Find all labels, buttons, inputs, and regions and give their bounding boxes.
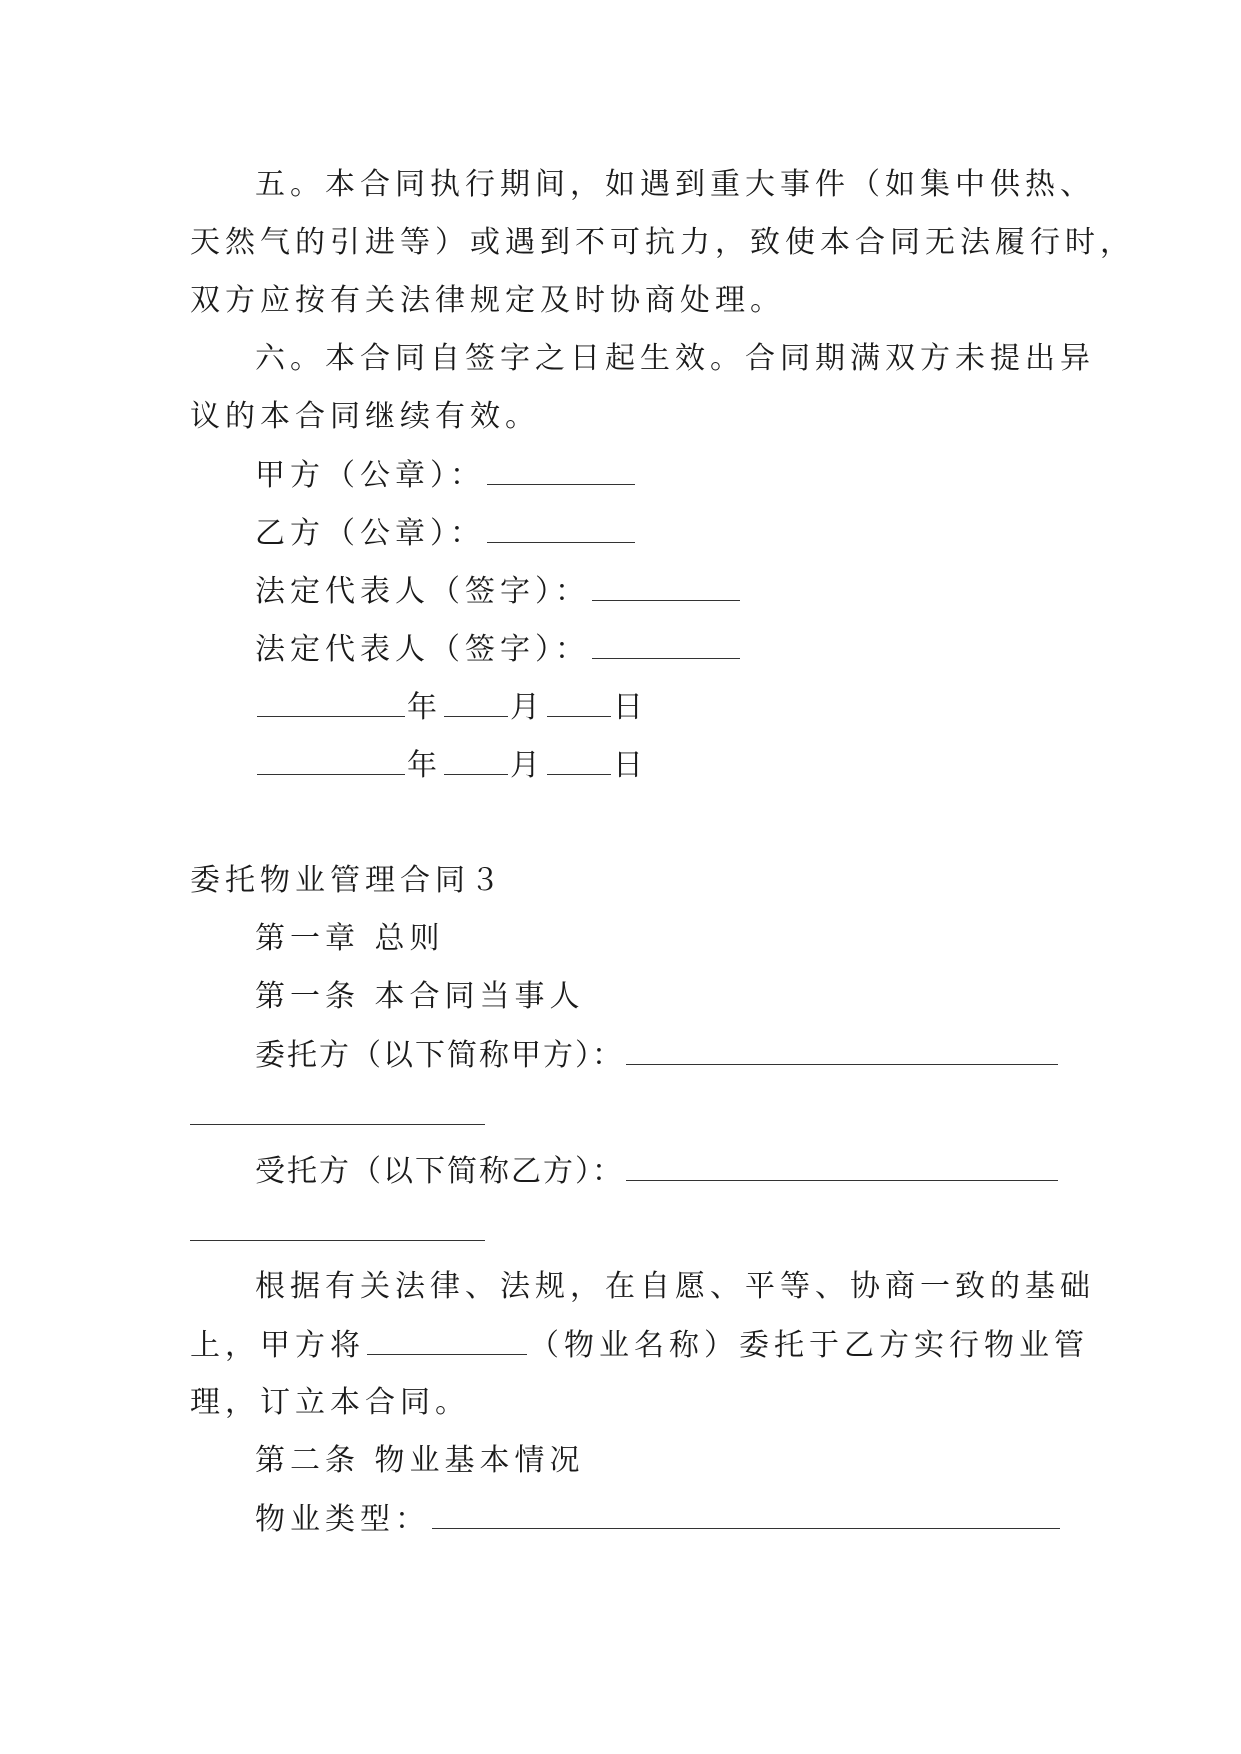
day-label: 日 xyxy=(613,690,648,725)
year-label: 年 xyxy=(407,748,442,783)
month-label: 月 xyxy=(510,748,545,783)
entrustor-blank xyxy=(626,1040,1058,1065)
article-one-heading: 第一条 本合同当事人 xyxy=(255,979,585,1014)
entrustor-label: 委托方（以下简称甲方）： xyxy=(255,1038,624,1073)
year-blank xyxy=(257,692,405,717)
property-name-blank xyxy=(367,1330,527,1355)
basis-line-2-start: 上，甲方将 xyxy=(190,1328,365,1363)
basis-line-2 xyxy=(190,1330,1089,1361)
trustee-line xyxy=(255,1156,1060,1187)
month-blank xyxy=(444,750,508,775)
year-blank xyxy=(257,750,405,775)
month-label: 月 xyxy=(510,690,545,725)
rep-b-blank xyxy=(592,634,740,659)
rep-b-signature-label: 法定代表人（签字）： xyxy=(255,632,590,667)
property-type-label: 物业类型： xyxy=(255,1502,430,1537)
trustee-blank-continuation xyxy=(190,1240,485,1241)
entrustor-blank-continuation xyxy=(190,1124,485,1125)
month-blank xyxy=(444,692,508,717)
property-type-blank xyxy=(432,1504,1060,1529)
chapter-one-heading: 第一章 总则 xyxy=(255,921,445,956)
party-b-seal-line xyxy=(255,518,637,549)
contract-3-title: 委托物业管理合同３ xyxy=(190,863,505,898)
day-blank xyxy=(547,750,611,775)
basis-line-2-end: （物业名称）委托于乙方实行物业管 xyxy=(529,1328,1089,1363)
paragraph-five-line-1: 五。本合同执行期间，如遇到重大事件（如集中供热、 xyxy=(255,167,1095,202)
party-b-seal-label: 乙方（公章）： xyxy=(255,516,485,551)
basis-line-1: 根据有关法律、法规，在自愿、平等、协商一致的基础 xyxy=(255,1269,1095,1304)
trustee-label: 受托方（以下简称乙方）： xyxy=(255,1154,624,1189)
paragraph-six-line-1: 六。本合同自签字之日起生效。合同期满双方未提出异 xyxy=(255,341,1095,376)
rep-b-signature-line xyxy=(255,634,742,665)
day-blank xyxy=(547,692,611,717)
party-b-blank xyxy=(487,518,635,543)
rep-a-blank xyxy=(592,576,740,601)
paragraph-six-line-2: 议的本合同继续有效。 xyxy=(190,399,540,434)
date-line-1 xyxy=(255,692,648,723)
party-a-seal-line xyxy=(255,460,637,491)
party-a-blank xyxy=(487,460,635,485)
basis-line-3: 理，订立本合同。 xyxy=(190,1385,470,1420)
property-type-line xyxy=(255,1504,1062,1535)
year-label: 年 xyxy=(407,690,442,725)
paragraph-five-line-2: 天然气的引进等）或遇到不可抗力，致使本合同无法履行时， xyxy=(190,225,1135,260)
rep-a-signature-line xyxy=(255,576,742,607)
party-a-seal-label: 甲方（公章）： xyxy=(255,458,485,493)
trustee-blank xyxy=(626,1156,1058,1181)
article-two-heading: 第二条 物业基本情况 xyxy=(255,1443,585,1478)
rep-a-signature-label: 法定代表人（签字）： xyxy=(255,574,590,609)
day-label: 日 xyxy=(613,748,648,783)
entrustor-line xyxy=(255,1040,1060,1071)
date-line-2 xyxy=(255,750,648,781)
paragraph-five-line-3: 双方应按有关法律规定及时协商处理。 xyxy=(190,283,785,318)
